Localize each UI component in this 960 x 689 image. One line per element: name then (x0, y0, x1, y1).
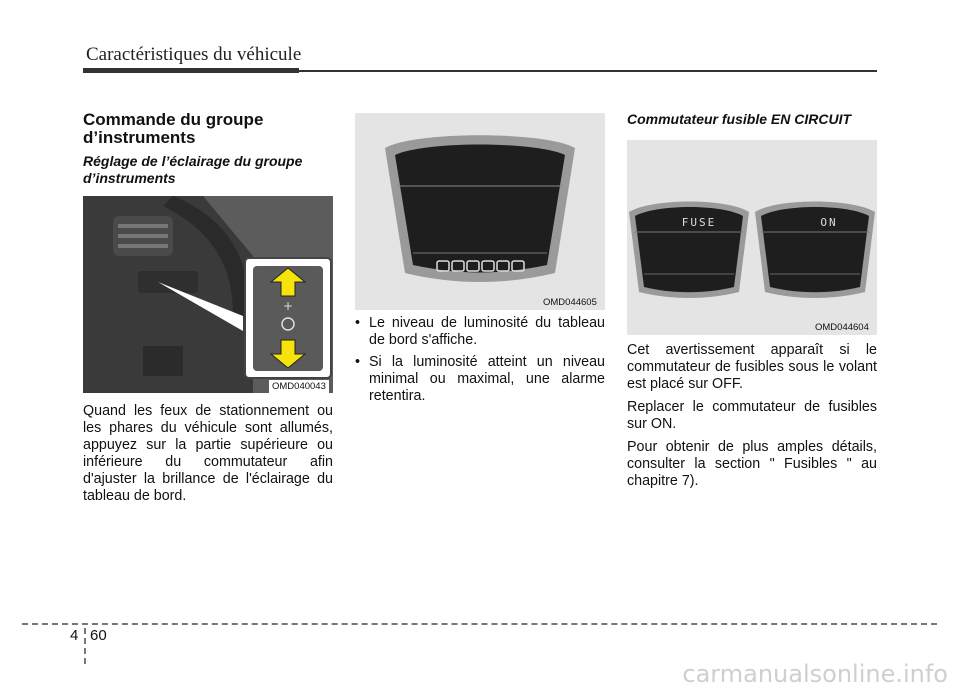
page-number: 60 (90, 627, 107, 644)
right-paragraph: Replacer le commutateur de fusibles sur ON. (627, 399, 877, 432)
dashboard-switch-figure (83, 196, 333, 393)
bullet-item: • Si la luminosité atteint un niveau minimal ou maximal, une alarme retentira. (355, 354, 605, 405)
fuse-section-heading: Commutateur fusible EN CIRCUIT (627, 111, 852, 127)
cluster-display-illustration (355, 113, 605, 310)
header-title: Caractéristiques du véhicule (86, 44, 302, 65)
header-rule-accent (83, 68, 299, 73)
left-paragraph-text: Quand les feux de stationnement ou les phares du véhicule sont allumés, appuyez sur la partie supérieure ou inférieure du commutateur afin d'ajuster la brillance de l'éclairage du tableau de bord. (83, 403, 333, 504)
footer-divider (84, 628, 86, 664)
chapter-number: 4 (70, 627, 79, 644)
figure-caption-right: OMD044604 (815, 322, 869, 333)
watermark: carmanualsonline.info (682, 660, 948, 688)
fuse-display-text: FUSE (681, 216, 717, 229)
figure-caption-left: OMD040043 (269, 380, 329, 393)
footer-rule (22, 623, 937, 625)
fuse-displays-illustration (627, 140, 877, 335)
brightness-display-figure (355, 113, 605, 310)
brightness-bullets (355, 315, 605, 410)
figure-caption-middle: OMD044605 (543, 297, 597, 308)
right-paragraph: Pour obtenir de plus amples détails, consulter la section " Fusibles " au chapitre 7). (627, 439, 877, 489)
bullet-item: • Le niveau de luminosité du tableau de bord s'affiche. (355, 315, 605, 349)
on-display-text: ON (820, 216, 838, 229)
right-paragraph: Cet avertissement apparaît si le commutateur de fusibles sous le volant est placé sur OFF. (627, 342, 877, 392)
left-paragraph (83, 403, 333, 511)
section-subheading: Réglage de l’éclairage du groupe d’instruments (83, 153, 303, 186)
fuse-display-figure (627, 140, 877, 335)
section-heading: Commande du groupe d’instruments (83, 110, 264, 147)
dashboard-illustration (83, 196, 333, 393)
right-paragraphs (627, 342, 877, 496)
svg-text:+: + (282, 299, 294, 313)
